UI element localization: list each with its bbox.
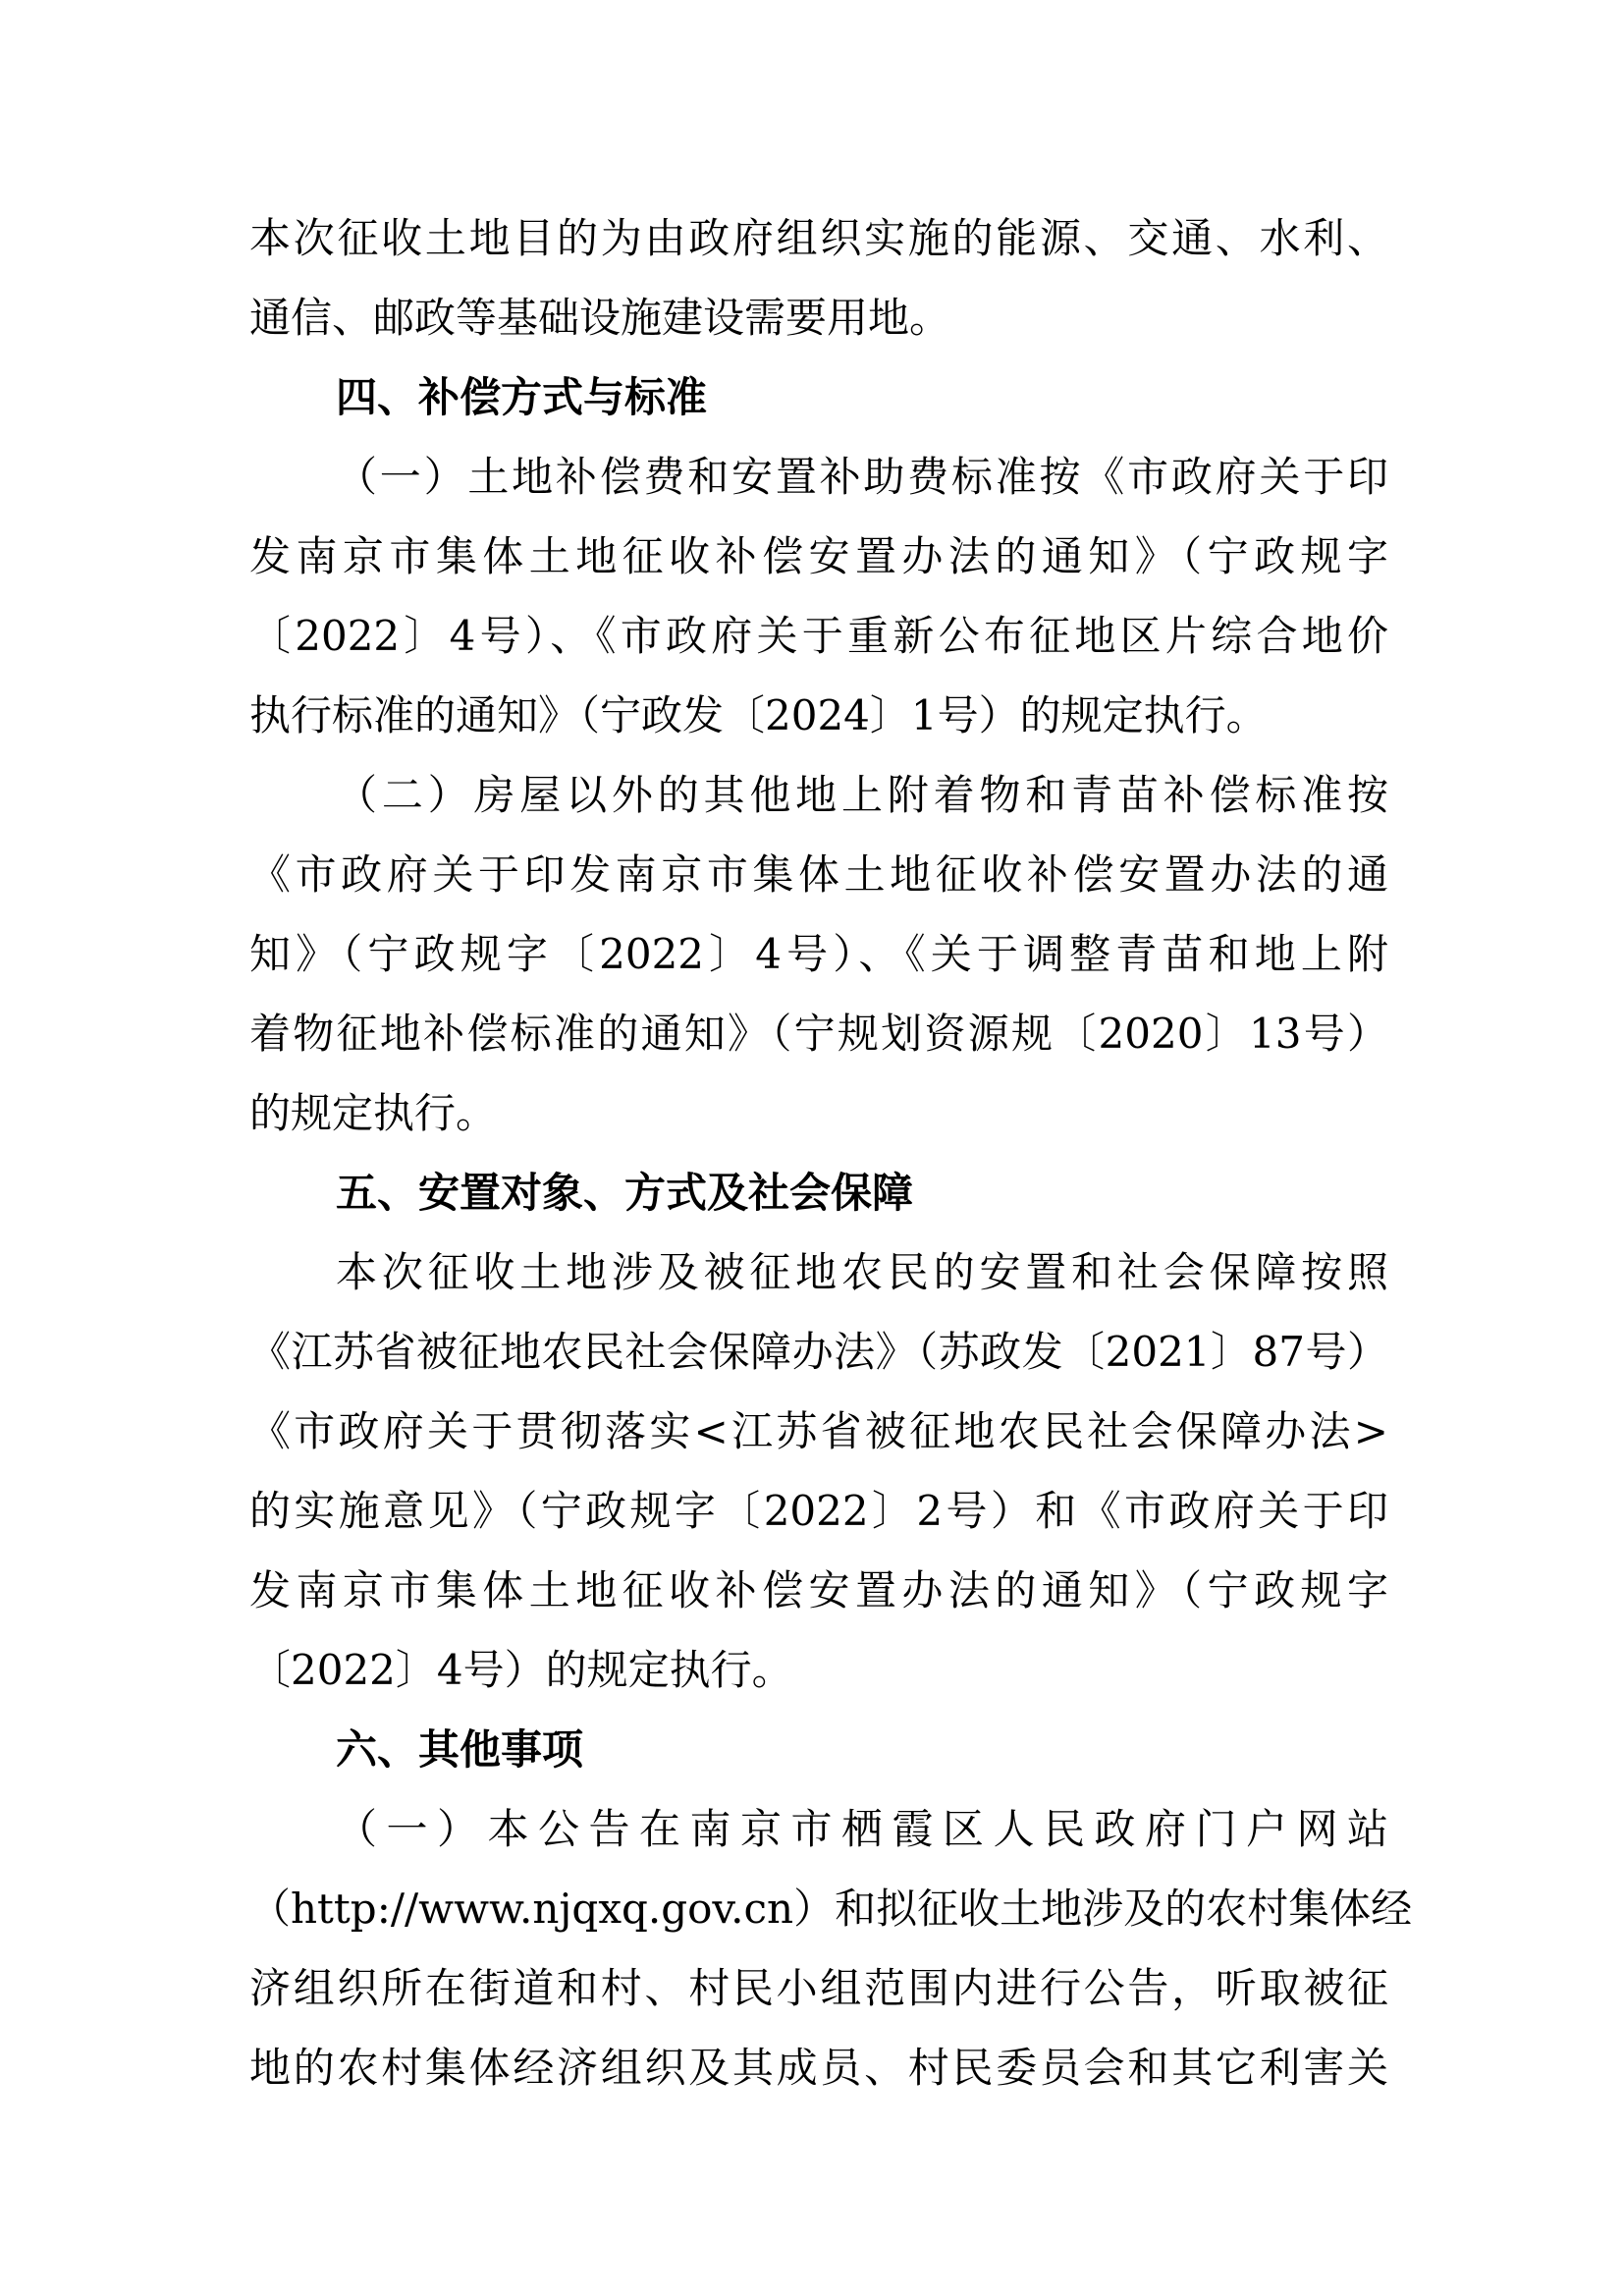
section-6-item-1-line-3: 济组织所在街道和村、村民小组范围内进行公告，听取被征 xyxy=(249,1964,1388,2012)
section-5-line-1: 本次征收土地涉及被征地农民的安置和社会保障按照 xyxy=(336,1248,1388,1296)
section-5-line-3: 《市政府关于贯彻落实<江苏省被征地农民社会保障办法> xyxy=(249,1407,1388,1455)
section-4-item-1-line-1: （一）土地补偿费和安置补助费标准按《市政府关于印 xyxy=(336,453,1388,501)
section-4-item-2-line-2: 《市政府关于印发南京市集体土地征收补偿安置办法的通 xyxy=(249,850,1388,899)
section-4-item-2-line-3: 知》（宁政规字〔2022〕4号）、《关于调整青苗和地上附 xyxy=(249,930,1388,978)
section-4-item-1-line-2: 发南京市集体土地征收补偿安置办法的通知》（宁政规字 xyxy=(249,532,1388,580)
section-6-item-1-line-4: 地的农村集体经济组织及其成员、村民委员会和其它利害关 xyxy=(249,2044,1388,2092)
section-4-item-2-line-1: （二）房屋以外的其他地上附着物和青苗补偿标准按 xyxy=(336,771,1388,819)
section-6-item-1-line-1: （一）本公告在南京市栖霞区人民政府门户网站 xyxy=(336,1805,1388,1853)
section-6-item-1-line-2: （http://www.njqxq.gov.cn）和拟征收土地涉及的农村集体经 xyxy=(249,1885,1413,1933)
section-5-line-6: 〔2022〕4号）的规定执行。 xyxy=(249,1646,793,1694)
section-6-heading: 六、其他事项 xyxy=(336,1725,584,1774)
section-4-heading: 四、补偿方式与标准 xyxy=(336,373,708,421)
section-4-item-1-line-3: 〔2022〕4号）、《市政府关于重新公布征地区片综合地价 xyxy=(249,612,1388,660)
section-5-line-2: 《江苏省被征地农民社会保障办法》（苏政发〔2021〕87号） xyxy=(249,1328,1388,1376)
section-5-heading: 五、安置对象、方式及社会保障 xyxy=(336,1169,914,1217)
intro-line-1: 本次征收土地目的为由政府组织实施的能源、交通、水利、 xyxy=(249,214,1388,262)
section-4-item-1-line-4: 执行标准的通知》（宁政发〔2024〕1号）的规定执行。 xyxy=(249,691,1268,739)
section-4-item-2-line-4: 着物征地补偿标准的通知》（宁规划资源规〔2020〕13号） xyxy=(249,1010,1388,1058)
intro-line-2: 通信、邮政等基础设施建设需要用地。 xyxy=(249,294,951,342)
section-5-line-5: 发南京市集体土地征收补偿安置办法的通知》（宁政规字 xyxy=(249,1566,1388,1614)
section-4-item-2-line-5: 的规定执行。 xyxy=(249,1089,498,1137)
section-5-line-4: 的实施意见》（宁政规字〔2022〕2号）和《市政府关于印 xyxy=(249,1487,1388,1535)
